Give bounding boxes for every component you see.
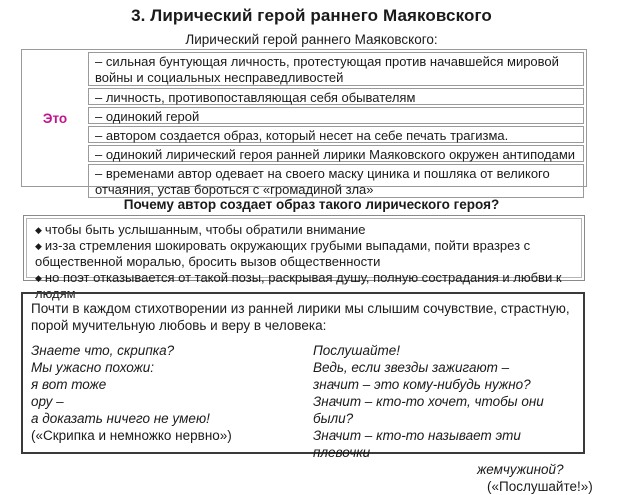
question-heading: Почему автор создает образ такого лирического героя? <box>123 197 500 212</box>
characteristic-item: – личность, противопоставляющая себя обывателям <box>88 88 584 105</box>
reason-text: из-за стремления шокировать окружающих грубыми выпадами, пойти вразрез с общественной моралью, бросить вызов общественности <box>35 238 531 269</box>
poems-intro: Почти в каждом стихотворении из ранней лирики мы слышим сочувствие, страстную, порой мучительную любовь и веру в человека: <box>31 301 570 333</box>
poems-box <box>21 292 593 494</box>
characteristic-item: – автором создается образ, который несет на себе печать трагизма. <box>88 126 584 143</box>
diamond-bullet-icon: ◆ <box>35 273 42 283</box>
poem-line: Значит – кто-то называет эти плевочки <box>313 428 521 460</box>
characteristic-item: – одинокий герой <box>88 107 584 124</box>
characteristics-table <box>21 49 587 197</box>
poem-line: Ведь, если звезды зажигают – <box>313 360 510 375</box>
reason-item <box>35 238 575 270</box>
poem-line: жемчужиной? <box>477 462 564 477</box>
poem-line: Значит – кто-то хочет, чтобы они были? <box>313 394 544 426</box>
reason-text: чтобы быть услышанным, чтобы обратили внимание <box>44 222 366 237</box>
poem-source: («Скрипка и немножко нервно») <box>31 428 232 443</box>
characteristic-item: – временами автор одевает на своего маску циника и пошляка от великого отчаяния, устав бороться с «громадиной зла» <box>88 164 584 198</box>
diamond-bullet-icon: ◆ <box>35 241 42 251</box>
poem-line: Послушайте! <box>313 343 400 358</box>
poem-line: Знаете что, скрипка? <box>31 343 175 358</box>
characteristic-item: – сильная бунтующая личность, протестующая против начавшейся мировой войны и социальных несправедливостей <box>88 52 584 86</box>
page-title: 3. Лирический герой раннего Маяковского <box>131 6 492 25</box>
poem-line: Мы ужасно похожи: <box>31 360 155 375</box>
characteristics-label: Это <box>42 110 68 126</box>
poem-line: значит – это кому-нибудь нужно? <box>313 377 531 392</box>
poem-line: я вот тоже <box>31 377 107 392</box>
poem-violin <box>31 342 301 444</box>
poem-line: а доказать ничего не умею! <box>31 411 210 426</box>
page-subtitle: Лирический герой раннего Маяковского: <box>185 32 438 47</box>
poem-source: («Послушайте!») <box>487 479 593 494</box>
poem-listen <box>313 342 593 495</box>
poem-line: ору – <box>31 394 64 409</box>
characteristic-item: – одинокий лирический героя ранней лирики Маяковского окружен антиподами <box>88 145 584 162</box>
reason-item <box>35 222 575 238</box>
reasons-box <box>23 215 585 301</box>
diamond-bullet-icon: ◆ <box>35 225 42 235</box>
reason-text: но поэт отказывается от такой позы, раскрывая душу, полную сострадания и любви к людям <box>35 270 562 301</box>
